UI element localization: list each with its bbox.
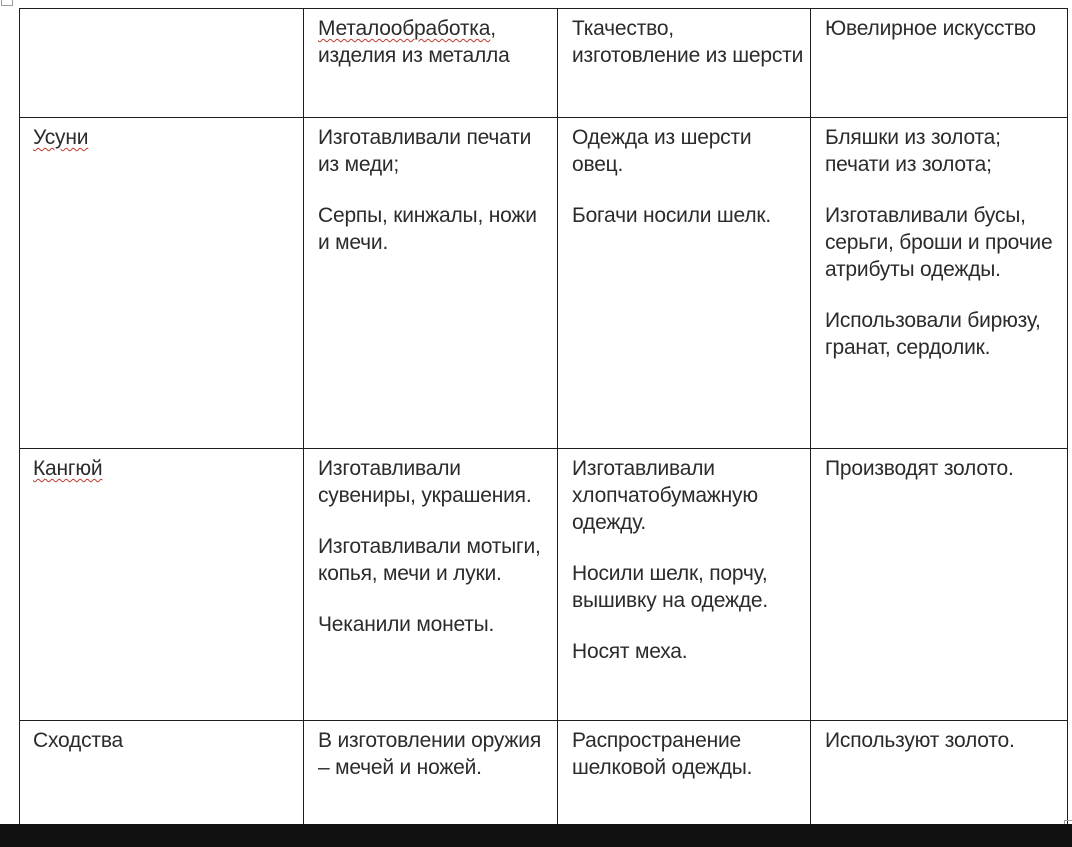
cell-paragraph: Изготавливали мотыги, копья, мечи и луки.: [318, 535, 541, 585]
cell-paragraph: Распространение шелковой одежды.: [572, 729, 753, 779]
cell-paragraph: Носили шелк, порчу, вышивку на одежде.: [572, 562, 768, 612]
table-anchor-icon[interactable]: [1, 0, 13, 6]
cell-paragraph: Изготавливали хлопчатобумажную одежду.: [572, 457, 758, 534]
table-cell: [811, 118, 1068, 449]
row-label: Усуни: [33, 126, 89, 149]
cell-paragraph: Чеканили монеты.: [318, 613, 495, 636]
row-label-cell: [20, 721, 304, 829]
row-label-cell: [20, 118, 304, 449]
cell-paragraph: Бляшки из золота; печати из золота;: [825, 126, 1001, 176]
table-cell: [811, 721, 1068, 829]
table-cell: [304, 118, 558, 449]
comparison-table: [19, 8, 1068, 829]
row-label: Сходства: [33, 729, 124, 752]
table-cell: [304, 449, 558, 721]
cell-paragraph: В изготовлении оружия – мечей и ножей.: [318, 729, 541, 779]
row-label-cell: [20, 449, 304, 721]
cell-paragraph: Изготавливали сувениры, украшения.: [318, 457, 532, 507]
cell-paragraph: Производят золото.: [825, 457, 1014, 480]
table-cell: [558, 721, 811, 829]
cell-paragraph: Изготавливали бусы, серьги, броши и прочие атрибуты одежды.: [825, 204, 1053, 281]
table-cell: [811, 449, 1068, 721]
cell-paragraph: Одежда из шерсти овец.: [572, 126, 752, 176]
table-cell: [558, 449, 811, 721]
bottom-edge-band: [0, 824, 1072, 847]
header-metalwork-rest: , изделия из металла: [318, 17, 510, 67]
table-header-row: [20, 9, 1068, 118]
cell-paragraph: Изготавливали печати из меди;: [318, 126, 532, 176]
table-row-similarities: [20, 721, 1068, 829]
header-cell-empty: [20, 9, 304, 118]
cell-paragraph: Серпы, кинжалы, ножи и мечи.: [318, 204, 537, 254]
table-cell: [558, 118, 811, 449]
header-cell-metalwork: [304, 9, 558, 118]
cell-paragraph: Использовали бирюзу, гранат, сердолик.: [825, 309, 1041, 359]
table-cell: [304, 721, 558, 829]
header-metalwork-first-word: Металообработка: [318, 17, 491, 40]
header-cell-jewelry: Ювелирное искусство: [811, 9, 1068, 118]
cell-paragraph: Богачи носили шелк.: [572, 204, 772, 227]
table-row-usuni: [20, 118, 1068, 449]
header-cell-weaving: Ткачество, изготовление из шерсти: [558, 9, 811, 118]
cell-paragraph: Носят меха.: [572, 640, 688, 663]
row-label: Кангюй: [33, 457, 103, 480]
table-row-kangyuy: [20, 449, 1068, 721]
cell-paragraph: Используют золото.: [825, 729, 1015, 752]
